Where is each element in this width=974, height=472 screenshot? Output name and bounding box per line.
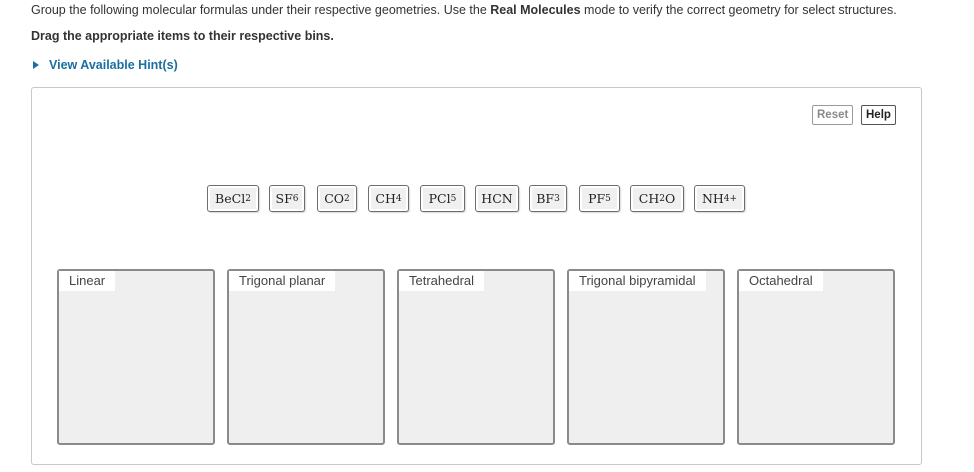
tile-subscript: 2 [659, 193, 665, 204]
bin-label: Tetrahedral [399, 271, 484, 291]
tile-pcl5[interactable] [420, 185, 465, 212]
tile-subscript: 2 [344, 193, 350, 204]
bin-label: Linear [59, 271, 115, 291]
tile-nh4-plus[interactable] [694, 185, 745, 212]
tile-formula: SF [275, 191, 293, 206]
tile-becl2[interactable] [207, 185, 259, 212]
tile-formula: NH [701, 191, 724, 206]
bin-tetrahedral[interactable] [397, 269, 555, 445]
tile-formula: HCN [481, 191, 513, 206]
tile-subscript: 3 [554, 193, 560, 204]
bin-trigonal-planar[interactable] [227, 269, 385, 445]
tile-co2[interactable] [317, 185, 357, 212]
drag-drop-area [31, 87, 922, 465]
tile-subscript: 4 [395, 193, 402, 204]
bin-octahedral[interactable] [737, 269, 895, 445]
tile-bf3[interactable] [529, 185, 567, 212]
bin-label: Trigonal planar [229, 271, 335, 291]
instructions [31, 3, 897, 17]
tile-subscript: 6 [292, 193, 299, 204]
tile-formula: PCl [428, 191, 451, 206]
help-button[interactable]: Help [861, 105, 896, 125]
tile-formula-rest: O [664, 191, 676, 206]
bin-linear[interactable] [57, 269, 215, 445]
tile-subscript: 5 [450, 193, 457, 204]
tile-sf6[interactable] [269, 185, 305, 212]
instructions-text-2: mode to verify the correct geometry for select structures. [580, 3, 897, 17]
tile-subscript: 5 [605, 193, 611, 204]
drag-instruction: Drag the appropriate items to their respective bins. [31, 29, 334, 43]
instructions-text-1: Group the following molecular formulas under their respective geometries. Use the [31, 3, 491, 17]
tile-subscript: 4 [723, 193, 730, 204]
tile-formula: BF [536, 191, 555, 206]
tile-ch2o[interactable] [630, 185, 684, 212]
bin-label: Trigonal bipyramidal [569, 271, 706, 291]
view-hints-link[interactable] [31, 58, 178, 72]
tile-formula: CO [324, 191, 345, 206]
instructions-bold: Real Molecules [490, 3, 581, 17]
tile-subscript: 2 [245, 193, 251, 204]
tile-superscript: + [729, 193, 738, 204]
reset-button[interactable]: Reset [812, 105, 853, 125]
view-hints-label: View Available Hint(s) [49, 58, 178, 72]
expand-triangle-icon [33, 61, 39, 69]
tile-pf5[interactable] [579, 185, 620, 212]
bin-label: Octahedral [739, 271, 823, 291]
tile-ch4[interactable] [368, 185, 409, 212]
tile-formula: CH [375, 191, 396, 206]
bin-trigonal-bipyramidal[interactable] [567, 269, 725, 445]
tile-hcn[interactable] [475, 185, 519, 212]
tile-formula: CH [638, 191, 660, 206]
tile-formula: PF [588, 191, 606, 206]
tile-formula: BeCl [215, 191, 246, 206]
